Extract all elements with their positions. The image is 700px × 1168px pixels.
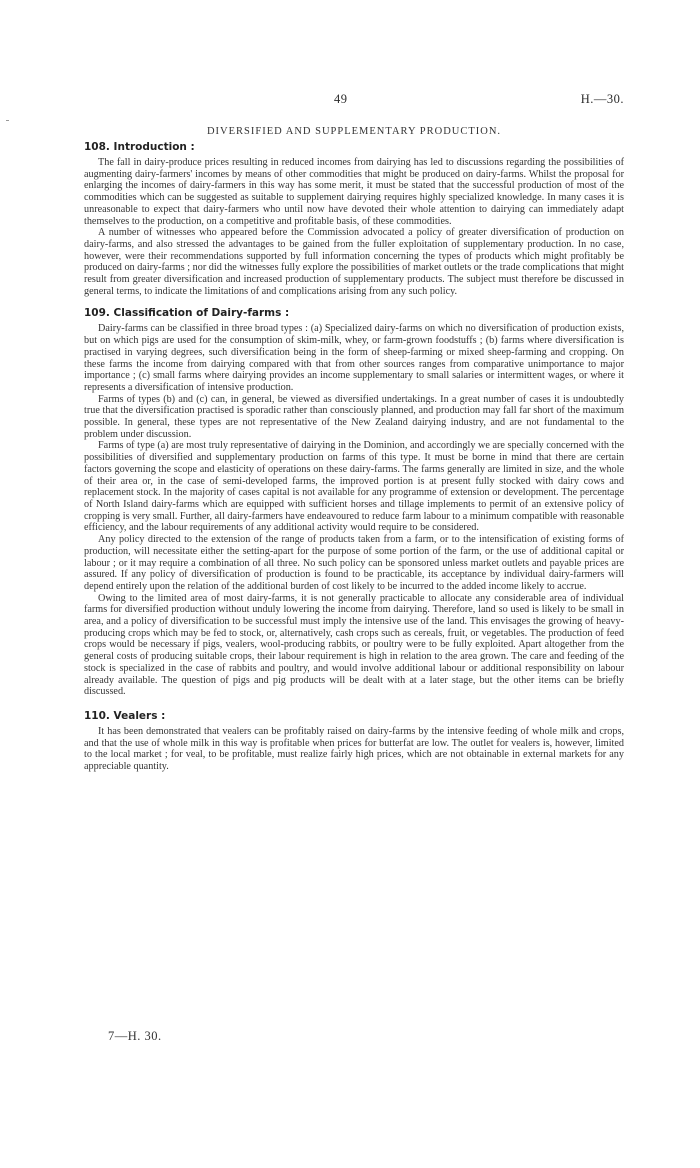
section-heading: 109. Classification of Dairy-farms : (84, 307, 290, 320)
section-heading: 110. Vealers : (84, 709, 166, 722)
paragraph: A number of witnesses who appeared before the Commission advocated a policy of greater diversification of production on dairy-farms, and also stressed the advantages to be gained from the fuller exploitation of supplementary production. In no case, however, were their recommendations supported by full information concerning the types of products which might profitably be produced on dairy-farms ; nor did the witnesses fully explore the possibilities of market outlets or the trade complications that might result from greater diversification and increased production of supplementary products. The subject must therefore be discussed in general terms, to indicate the limitations of and complications arising from any such policy. (84, 227, 624, 297)
document-reference: H.—30. (580, 92, 624, 106)
paragraph: Owing to the limited area of most dairy-farms, it is not generally practicable to allocate any considerable area of individual farms for diversified production without unduly lowering the income from dairying. Therefore, land so used is likely to be small in area, and a policy of diversification to be successful must imply the intensive use of the land. This envisages the growing of heavy-producing crops which may be fed to stock, or, alternatively, cash crops such as cereals, fruit, or vegetables. The production of feed crops would be necessary if pigs, vealers, wool-producing rabbits, or poultry were to be fully exploited. Apart altogether from the general costs of producing suitable crops, their labour requirement is high in relation to the area grown. The care and feeding of the stock is specialized in the case of rabbits and poultry, and would involve additional labour or additional responsibility on labour already available. The question of pigs and pig products will be dealt with at a later stage, but the other items can be briefly discussed. (84, 592, 624, 698)
paragraph: Dairy-farms can be classified in three broad types : (a) Specialized dairy-farms on which no diversification of production exists, but on which pigs are used for the consumption of skim-milk, whey, or farm-grown foodstuffs ; (b) farms where diversification is practised in varying degrees, such diversification being in the form of sheep-farming or mixed sheep-farming and cropping. On these farms the income from dairying compared with that from other sources ranges from comparative unimportance to major importance ; (c) small farms where dairying provides an income supplementary to small salaries or intermittent wages, or where it represents a diversification of intensive production. (84, 323, 624, 393)
signature-mark: 7—H. 30. (108, 1029, 162, 1043)
paragraph: The fall in dairy-produce prices resulting in reduced incomes from dairying has led to discussions regarding the possibilities of augmenting dairy-farmers' incomes by means of other commodities that might be produced on dairy-farms. Whilst the proposal for enlarging the incomes of dairy-farmers in this way has some merit, it must be stated that the successful production of most of the commodities which can be suggested as suitable to supplement dairying requires highly specialized knowledge. In many cases it is unreasonable to expect that dairy-farmers who until now have devoted their whole attention to dairying can immediately adapt themselves to the production, on a competitive and profitable basis, of these commodities. (84, 157, 624, 227)
paragraph: Any policy directed to the extension of the range of products taken from a farm, or to the intensification of existing forms of production, will necessitate either the setting-apart for the purpose of some portion of the farm, or the use of additional capital or labour ; or it may require a combination of all three. No such policy can be sponsored unless market outlets and payable prices are assured. If any policy of diversification of production is found to be practicable, its acceptance by individual dairy-farmers will depend entirely upon the relation of the additional burden of cost likely to be incurred to the added income likely to accrue. (84, 534, 624, 592)
document-body (84, 141, 624, 783)
section-classification-of-dairy-farms (84, 307, 624, 698)
paragraph: Farms of type (a) are most truly representative of dairying in the Dominion, and accordingly we are specially concerned with the possibilities of diversified and supplementary production on farms of this type. It must be borne in mind that there are certain factors governing the scope and elasticity of operations on these dairy-farms. The farms generally are limited in size, and the whole of their area or, in the case of semi-developed farms, the improved portion is at present fully stocked with dairy cows and replacement stock. In the majority of cases capital is not available for any programme of extension or development. The percentage of North Island dairy-farms which are equipped with sufficient horses and tillage implements to permit of an extensive policy of cropping is very small. Further, all dairy-farmers have endeavoured to reduce farm labour to a minimum compatible with reasonable efficiency, and the labour requirements of any additional activity would require to be considered. (84, 440, 624, 534)
section-heading: 108. Introduction : (84, 141, 195, 153)
section-introduction (84, 141, 624, 297)
page-header (84, 92, 624, 108)
paragraph: Farms of types (b) and (c) can, in general, be viewed as diversified undertakings. In a great number of cases it is undoubtedly true that the diversification practised is sporadic rather than consciously planned, and production may fall far short of the maximum possible. In general, these types are not representative of the New Zealand dairying industry, and are not fundamental to the problem under discussion. (84, 393, 624, 440)
paragraph: It has been demonstrated that vealers can be profitably raised on dairy-farms by the intensive feeding of whole milk and crops, and that the use of whole milk in this way is profitable when prices for butterfat are low. The outlet for vealers is, however, limited to the local market ; for veal, to be profitable, must realize fairly high prices, which are not obtainable in external markets for any appreciable quantity. (84, 725, 624, 773)
page-number: 49 (334, 92, 348, 106)
part-title: DIVERSIFIED AND SUPPLEMENTARY PRODUCTION. (206, 126, 502, 137)
margin-mark (6, 120, 9, 121)
section-vealers (84, 710, 624, 773)
